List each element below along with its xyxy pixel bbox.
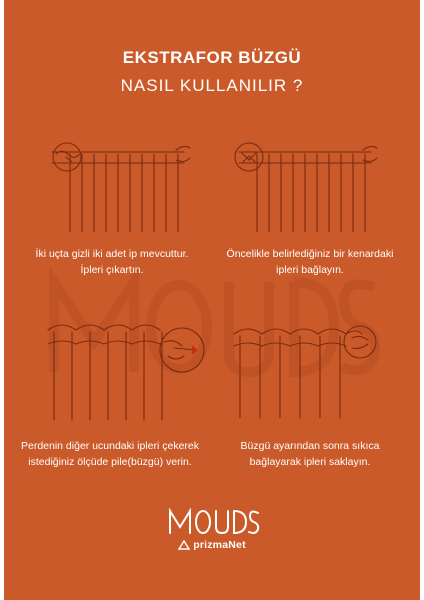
- page-title: EKSTRAFOR BÜZGÜ: [122, 48, 302, 67]
- step-2-caption-line1: Öncelikle belirlediğiniz bir kenardaki: [226, 248, 394, 260]
- step-2-caption-line2: ipleri bağlayın.: [276, 264, 344, 277]
- prizmanet-label: prizmaNet: [193, 539, 246, 551]
- step-3-caption: [16, 438, 204, 471]
- step-3-illustration: [42, 312, 208, 424]
- step-1-caption-line1: İki uçta gizli iki adet ip mevcuttur.: [35, 248, 189, 260]
- step-3-caption-line2: istediğiniz ölçüde pile(büzgü) verin.: [28, 456, 192, 469]
- brand-logo: [4, 505, 420, 555]
- prizmanet-icon: [178, 540, 190, 550]
- page-subtitle: NASIL KULLANILIR ?: [120, 76, 304, 95]
- step-1-illustration: [44, 132, 194, 238]
- step-2-caption: [216, 246, 404, 279]
- step-4-caption: [216, 438, 404, 471]
- step-4-caption-line1: Büzgü ayarından sonra sıkıca: [240, 440, 380, 452]
- step-4-illustration: [228, 312, 388, 424]
- instruction-card: [4, 0, 420, 600]
- step-2-illustration: [231, 132, 381, 238]
- step-4-caption-line2: bağlayarak ipleri saklayın.: [249, 456, 371, 469]
- step-1-caption-line2: İpleri çıkartın.: [80, 264, 144, 277]
- prizmanet-logo: [178, 539, 246, 551]
- step-1-caption: [18, 246, 206, 279]
- step-3-caption-line1: Perdenin diğer ucundaki ipleri çekerek: [20, 440, 200, 452]
- mouds-logo-mark: [164, 505, 260, 537]
